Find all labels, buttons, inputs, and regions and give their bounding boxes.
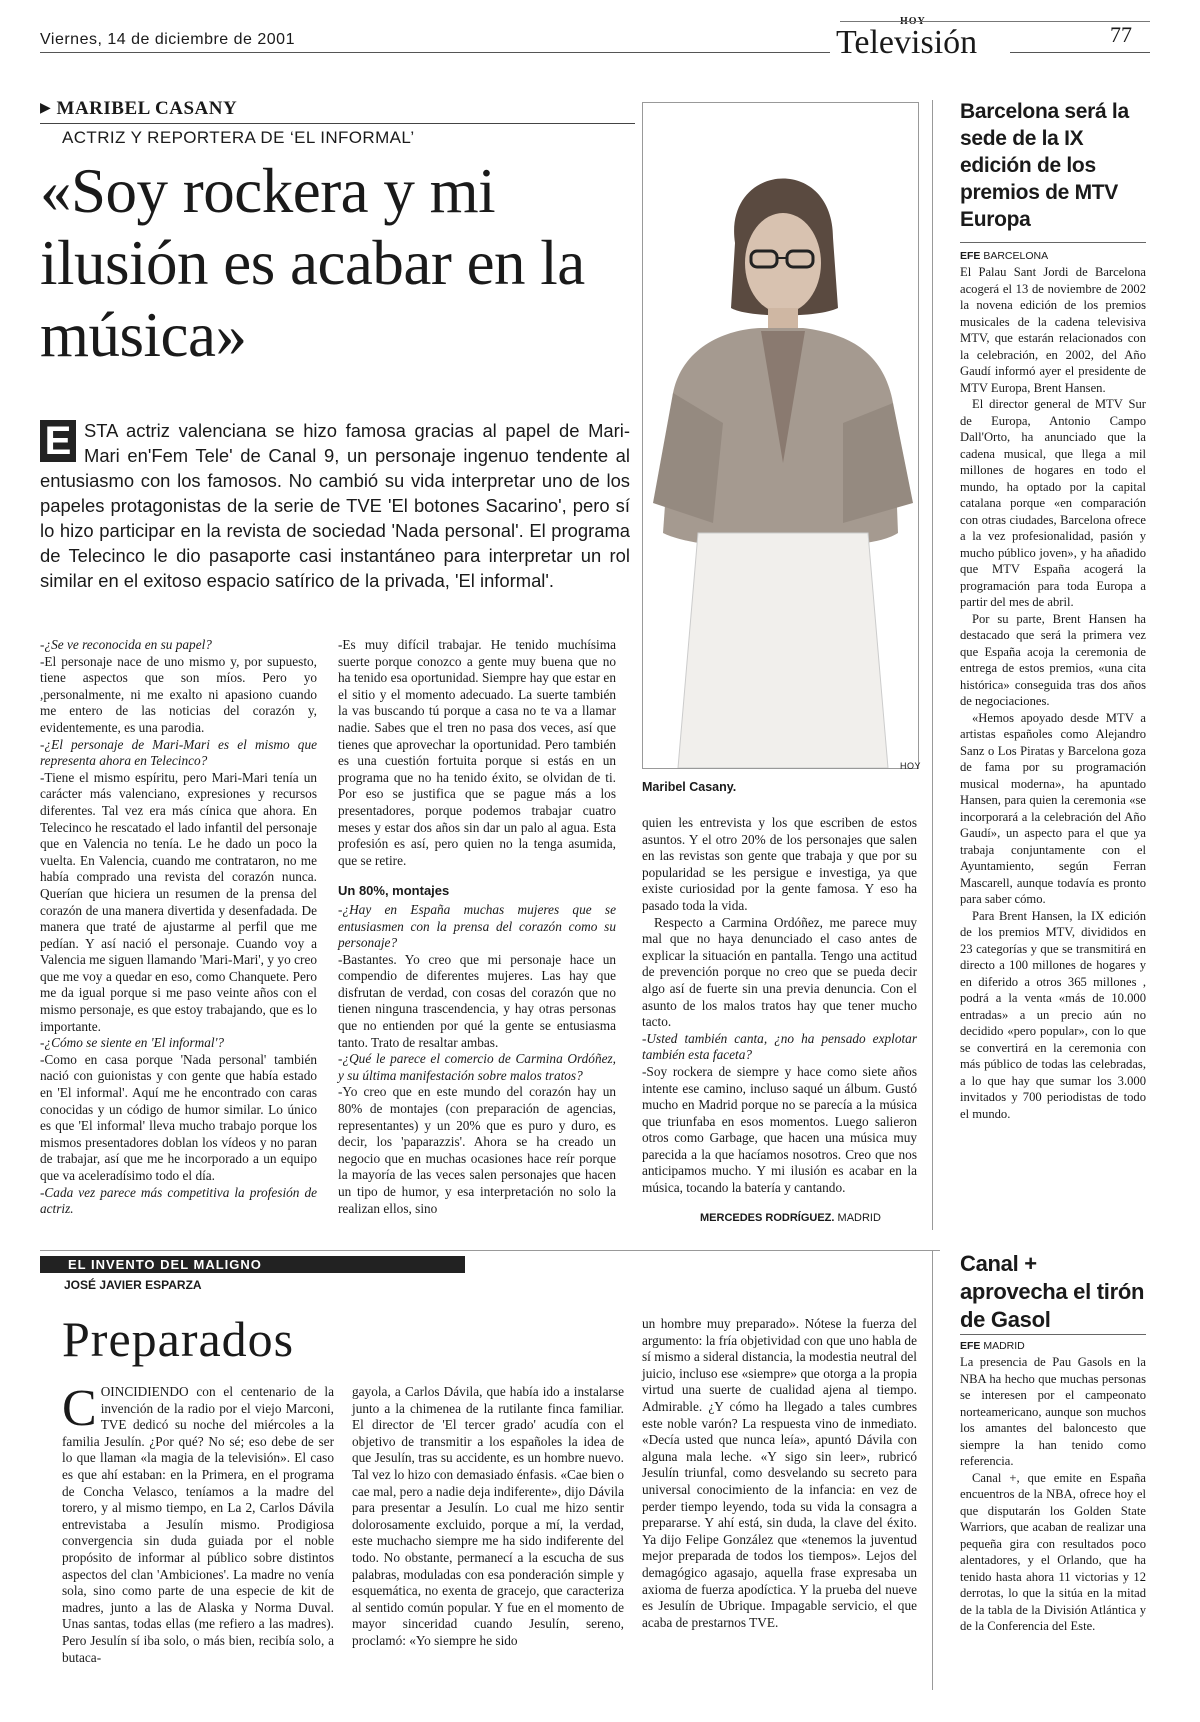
headline: «Soy rockera y mi ilusión es acabar en la música» bbox=[40, 156, 585, 370]
mtv-paragraph: El Palau Sant Jordi de Barcelona acogerá el 13 de noviembre de 2002 la novena edición de los premios musicales de la cadena televisiva MTV, que estarán relacionados con la celebración, en 2002, del Año Gaudí informó ayer el presidente de MTV Europa, Brent Hansen. bbox=[960, 265, 1146, 395]
gasol-body bbox=[960, 1354, 1146, 1635]
column-text-1: OINCIDIENDO con el centenario de la invención de la radio por el viejo Marconi, TVE dedicó su noche del miércoles a la familia Jesulín. ¿Por qué? No sé; eso debe de ser lo que llaman «la magia de la televisión». El caso es que ahí estaban: en la Primera, en el programa de Concha Velasco, teníamos a la madre del torero, y al mismo tiempo, en La 2, Carlos Dávila entrevistaba a Jesulín mismo. Prodigiosa convergencia sin duda guiada por el noble propósito de informar al público sobre distintos aspectos del clan 'Ambiciones'. La madre no venía sola, sino como parte de una especie de kit de madres, junto a las de Alaska y Norma Duval. Unas santas, todas ellas (me refiero a las madres). Pero Jesulín sí iba solo, o más bien, recibía solo, a butaca- bbox=[62, 1384, 334, 1665]
mtv-paragraph: «Hemos apoyado desde MTV a artistas españoles como Alejandro Sanz o Los Piratas y Barcelona goza de fama por su programación musical moderna», ha apuntado Hansen, para quien la ceremonia «se incorporará a la celebración del Año Gaudí», un aspecto para el que ya trabaja conjuntamente con el Ayuntamiento, según Ferran Mascarell, aunque todavía es pronto para saber cómo. bbox=[960, 710, 1146, 906]
subhead: Un 80%, montajes bbox=[338, 883, 450, 899]
gasol-paragraph: La presencia de Pau Gasols en la NBA ha hecho que muchas personas se interesen por el campeonato norteamericano, aunque son muchos los amantes del baloncesto que siempre la han tenido como referencia. bbox=[960, 1355, 1146, 1468]
photo-credit: HOY bbox=[900, 761, 922, 771]
mtv-agency: EFE bbox=[960, 250, 981, 262]
qa-paragraph: -Usted también canta, ¿no ha pensado explotar también esta faceta? bbox=[642, 1030, 917, 1063]
column-body-3 bbox=[642, 1316, 917, 1631]
mtv-headline: Barcelona será la sede de la IX edición de los premios de MTV Europa bbox=[960, 100, 1129, 231]
lead-text: STA actriz valenciana se hizo famosa gracias al papel de Mari-Mari en'Fem Tele' de Canal 9, un personaje ingenuo tendente al entusiasmo con los famosos. No cambió su vida interpretar uno de los papeles protagonistas de la serie de TVE 'El botones Sacarino', pero sí lo hizo participar en la revista de sociedad 'Nada personal'. El programa de Telecinco le dio pasaporte casi instantáneo para interpretar un rol similar en el exitoso espacio satírico de la privada, 'El informal'. bbox=[40, 420, 630, 591]
section-divider bbox=[40, 1250, 940, 1251]
portrait-photo bbox=[642, 102, 922, 771]
lead-dropcap: E bbox=[40, 420, 76, 462]
portrait-figure-icon bbox=[643, 103, 918, 768]
gasol-rule bbox=[960, 1334, 1146, 1335]
kicker-rule bbox=[40, 123, 635, 124]
interview-column-2 bbox=[338, 637, 616, 1217]
mtv-paragraph: El director general de MTV Sur de Europa, Antonio Campo Dall'Orto, ha anunciado que la cadena musical, que llega a mil millones de hogares en todo el mundo, ha optado por la capital catalana porque «en comparación con otras ciudades, Barcelona ofrece a la vez profesionalidad, pasión y mucho público joven», y ha añadido que MTV España acogerá la programación para toda Europa a partir del mes de abril. bbox=[960, 397, 1146, 609]
interview-column-3 bbox=[642, 815, 917, 1197]
section-title: Televisión bbox=[836, 24, 978, 61]
gasol-headline: Canal + aprovecha el tirón de Gasol bbox=[960, 1251, 1145, 1332]
gasol-agency: EFE bbox=[960, 1340, 981, 1352]
gasol-place: MADRID bbox=[983, 1340, 1025, 1352]
qa-paragraph: -Yo creo que en este mundo del corazón hay un 80% de montajes (con preparación de agencias, representantes) y un 20% que es puro y duro, es decir, los 'paparazzis'. Ahora se ha creado un negocio que en muchas ocasiones hace reír porque la mayoría de las veces salen personajes que hacen un tipo de humor, y esa interpretación no solo la realizan ellos, sino bbox=[338, 1084, 616, 1216]
triangle-bullet-icon: ▶ bbox=[40, 101, 52, 116]
mtv-dateline bbox=[960, 250, 1048, 262]
header-rule-top bbox=[840, 21, 1150, 22]
byline-signature bbox=[700, 1212, 881, 1224]
mtv-body bbox=[960, 264, 1146, 1122]
gasol-dateline bbox=[960, 1340, 1025, 1352]
mtv-rule bbox=[960, 242, 1146, 243]
column-title: Preparados bbox=[62, 1311, 295, 1367]
qa-paragraph: -¿El personaje de Mari-Mari es el mismo que representa ahora en Telecinco? bbox=[40, 736, 317, 769]
signature-place: MADRID bbox=[837, 1212, 881, 1224]
qa-paragraph: -¿Hay en España muchas mujeres que se entusiasmen con la prensa del corazón como su personaje? bbox=[338, 901, 616, 951]
column-body-1 bbox=[62, 1380, 334, 1666]
mtv-place: BARCELONA bbox=[983, 250, 1049, 262]
author-role: ACTRIZ Y REPORTERA DE ‘EL INFORMAL’ bbox=[62, 128, 415, 147]
column-text-2: gayola, a Carlos Dávila, que había ido a instalarse junto a la chimenea de la rutilante finca familiar. El director de 'El tercer grado' acudía con el objetivo de transmitir a los españoles la idea de que Jesulín, tras su accidente, es un hombre nuevo. Tal vez lo hizo con demasiado énfasis. «Cae bien o cae mal, pero a nadie deja indiferente», dijo Dávila para presentar a Jesulín. Lo cual me hizo sentir dolorosamente excluido, porque a mí, la verdad, este muchacho siempre me ha sido indiferente del todo. No obstante, permanecí a la escucha de sus palabras, moduladas con esa ponderación simple y esquemática, no exenta de gracejo, que caracteriza al sentido común popular. Y fue en el momento de mayor sinceridad cuando Jesulín, sereno, proclamó: «Yo siempre he sido bbox=[352, 1384, 624, 1648]
column-text-3: un hombre muy preparado». Nótese la fuerza del argumento: la fría objetividad con que uno habla de sí mismo a sideral distancia, la modestia neutral del juicio, incluso ese «siempre» que otorga a la propia virtud una suerte de cualidad ajena al tiempo. Admirable. ¿Y cómo ha llegado a tales cumbres este noble varón? La respuesta vino de inmediato. «Decía usted que nunca leía», apuntó Dávila con alguna mala leche. «Y sigo sin leer», rubricó Jesulín triunfal, como desvelando su secreto para universal conocimiento de la infancia: en vez de perder tiempo leyendo, toda su vida la consagra a prepararse. Y ahí está, sin duda, la clave del éxito. Ya dijo Felipe González que «tenemos la juventud mejor preparada de todos los tiempos». Lejos del demagógico agasajo, aquella frase expresaba un axioma de fuerza apodíctica. Y la prueba del nueve es Jesulín de Ubrique. Impagable servicio, el que acaba de prestarnos TVE. bbox=[642, 1316, 917, 1630]
qa-paragraph: -Soy rockera de siempre y hace como siete años intente ese camino, incluso saqué un álbum. Gustó mucho en Madrid porque no se parecía a la música que triunfaba en esos momentos. Luego salieron otros como Garbage, que hacen una música muy parecida a la que hacíamos nosotros. Creo que nos anticipamos mucho. Y mi ilusión es acabar en la música, tocando la batería y cantando. bbox=[642, 1063, 917, 1196]
photo-caption: Maribel Casany. bbox=[642, 780, 737, 794]
qa-paragraph: -¿Qué le parece el comercio de Carmina Ordóñez, y su última manifestación sobre malos tratos? bbox=[338, 1051, 616, 1083]
qa-paragraph: -Como en casa porque 'Nada personal' también nació con guionistas y con gente que había estado en 'El informal'. Aquí me he encontrado con caras conocidas y un código de humor similar. Lo único es que 'El informal' lleva mucho trabajo porque los mismos presentadores doblan los vídeos y no paran de trabajar, así que me he incorporado a un equipo que va aceleradísimo todo el día. bbox=[40, 1051, 317, 1183]
column-kicker: EL INVENTO DEL MALIGNO bbox=[40, 1256, 465, 1273]
issue-date: Viernes, 14 de diciembre de 2001 bbox=[40, 31, 295, 48]
mtv-paragraph: Para Brent Hansen, la IX edición de los premios MTV, divididos en 23 categorías y que se transmitirá en directo a 100 millones de hogares y en diferido a otros 365 millones , podrá a la venta «más de 10.000 entradas» a un precio aún no decidido «pero popular», con lo que se convertirá en la ceremonia con más público de todas las celebradas, a lo que hay que sumar los 3.000 invitados y 700 periodistas de todo el mundo. bbox=[960, 908, 1146, 1121]
qa-paragraph: quien les entrevista y los que escriben de estos asuntos. Y el otro 20% de los personajes que salen en las revistas son gente que trabaja y que por su popularidad se les persigue e investiga, ya que existe curiosidad por la gente famosa. Y eso ha pasado toda la vida. bbox=[642, 815, 917, 913]
header-rule-left bbox=[40, 52, 830, 53]
author-kicker bbox=[40, 98, 237, 120]
column-dropcap: C bbox=[62, 1380, 97, 1437]
page-number: 77 bbox=[1110, 22, 1132, 47]
qa-paragraph: Respecto a Carmina Ordóñez, me parece muy mal que no haya denunciado el caso antes de explicar la situación en pantalla. Tengo una actitud de prevención porque no creo que se pueda decir algo así de fuerte sin una previa denuncia. Con el asunto de los malos tratos hay que tener mucho tacto. bbox=[642, 914, 917, 1030]
column-body-2 bbox=[352, 1384, 624, 1650]
sidebar-divider bbox=[932, 100, 933, 1230]
gasol-paragraph: Canal +, que emite en España encuentros de la NBA, ofrece hoy el que disputarán los Golden State Warriors, que acaban de realizar una pequeña gira con resultados poco alentadores, y el Orlando, que ha tenido hasta ahora 11 victorias y 12 derrotas, lo que la sitúa en la mitad de la tabla de la División Atlántica y de la Conferencia del Este. bbox=[960, 1470, 1146, 1633]
sidebar-divider-bottom bbox=[932, 1250, 933, 1690]
column-author: JOSÉ JAVIER ESPARZA bbox=[64, 1278, 202, 1292]
signature-name: MERCEDES RODRÍGUEZ. bbox=[700, 1212, 835, 1224]
qa-paragraph: -Cada vez parece más competitiva la profesión de actriz. bbox=[40, 1184, 317, 1217]
mtv-paragraph: Por su parte, Brent Hansen ha destacado que será la primera vez que España acoja la ceremonia de entrega de estos premios, «una cita histórica» conseguida tras dos años de negociaciones. bbox=[960, 611, 1146, 708]
qa-paragraph: -¿Se ve reconocida en su papel? bbox=[40, 637, 212, 652]
qa-paragraph: -¿Cómo se siente en 'El informal'? bbox=[40, 1035, 225, 1051]
header-rule-right bbox=[1010, 52, 1150, 53]
author-name: MARIBEL CASANY bbox=[56, 98, 238, 119]
qa-paragraph: -Bastantes. Yo creo que mi personaje hace un compendio de diferentes mujeres. Las hay que disfrutan de verdad, con cosas del corazón que no tienen ninguna trascendencia, y hay otras personas que no entienden por qué la gente se entusiasma tanto. Trato de resaltar ambas. bbox=[338, 951, 616, 1050]
lead-paragraph bbox=[40, 418, 630, 593]
qa-paragraph: -El personaje nace de uno mismo y, por supuesto, tiene aspectos que son míos. Pero yo ,personalmente, ni me exalto ni apasiono cuando me entero de las noticias del corazón y, evidentemente, es una parodia. bbox=[40, 653, 317, 735]
interview-column-1 bbox=[40, 637, 317, 1218]
qa-paragraph: -Tiene el mismo espíritu, pero Mari-Mari tenía un carácter más valenciano, expresiones y recursos diferentes. Tal vez era más cínica que ahora. En Telecinco he rescatado el lado infantil del personaje que en Valencia no tenía. Le he dado un poco la vuelta. En Valencia, cuando me contrataron, no me había comprado una revista del corazón nunca. Querían que hiciera un resumen de la prensa del corazón de una manera divertida y desenfadada. De manera que traté de ajustarme al perfil que me pedían. Y así nació el personaje. Cuando voy a Valencia me siguen llamando 'Mari-Mari', y yo creo que me voy a quedar en eso, como Chanquete. Pero me da igual porque si me paso veinte años con el mismo personaje, es que estoy trabajando, que es lo importante. bbox=[40, 769, 317, 1034]
qa-paragraph: -Es muy difícil trabajar. He tenido muchísima suerte porque conozco a gente muy buena que no ha tenido esa oportunidad. Siempre hay que estar en el sitio y el momento adecuado. La suerte también la vas buscando tú porque a casa no te va a llamar nadie. Sabes que el tren no pasa dos veces, así que tienes que aprovechar la oportunidad. Pero también es una cuestión fortuita porque si estás en un programa que no ha tenido éxito, se olvidan de ti. Por eso se justifica que se pague más a los presentadores, porque podemos trabajar cuatro meses y estar dos años sin dar un palo al agua. Esta profesión es así, pero quien no la tenga asumida, que se retire. bbox=[338, 637, 616, 868]
